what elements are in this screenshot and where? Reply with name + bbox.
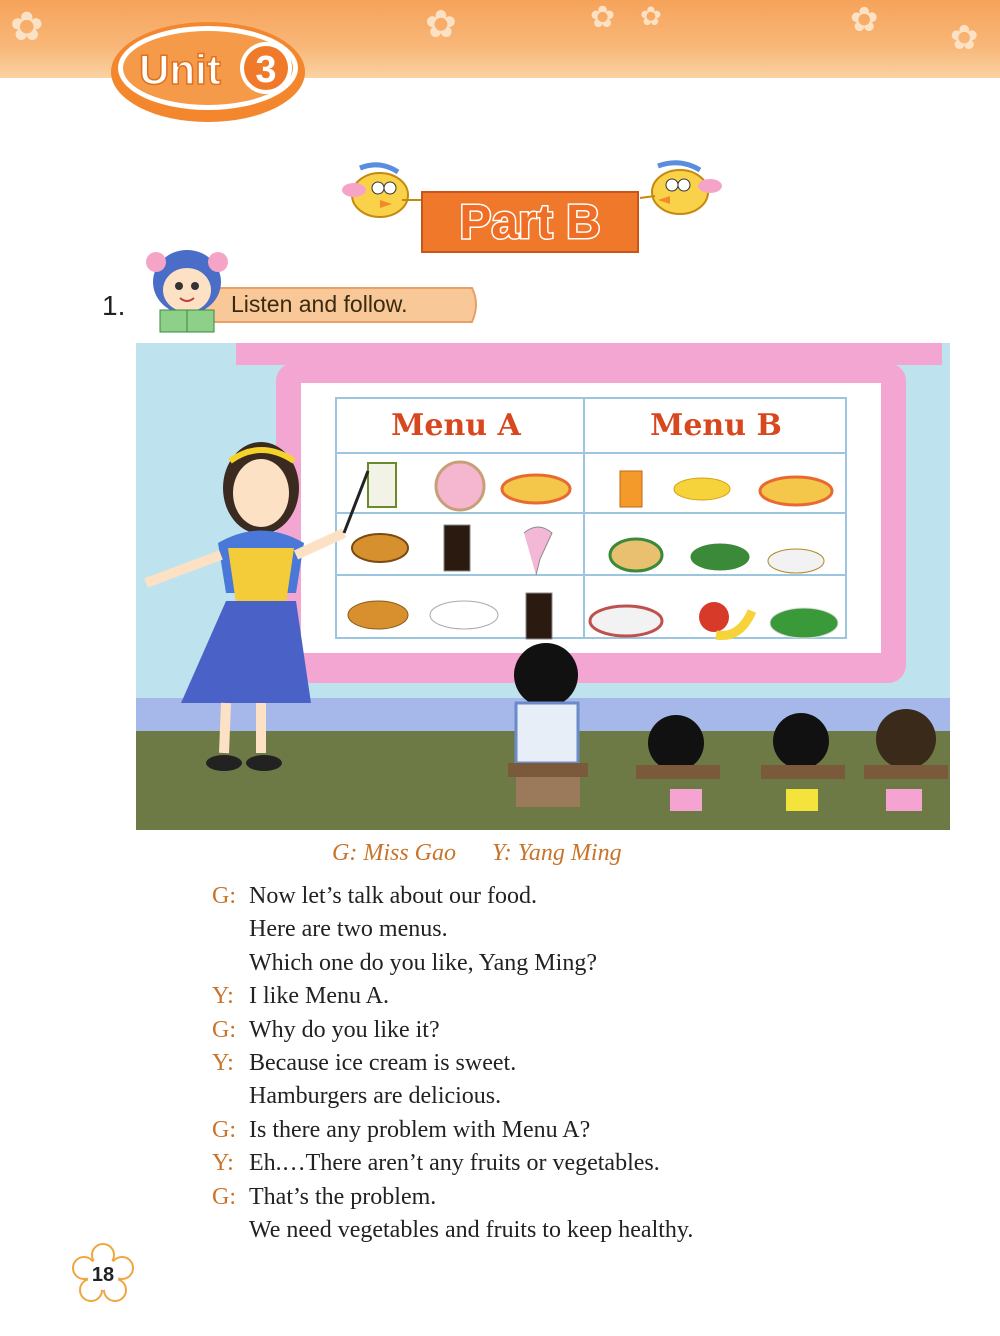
exercise-banner — [142, 240, 482, 340]
flower-icon: ✿ — [10, 4, 44, 50]
cake-icon — [436, 462, 484, 510]
role-g: G: Miss Gao — [332, 840, 456, 866]
hot-dogs-icon — [430, 601, 498, 629]
dialogue-text: Which one do you like, Yang Ming? — [249, 949, 597, 976]
dialogue-line — [212, 1147, 693, 1180]
dialogue — [212, 880, 693, 1247]
dumplings-icon — [590, 606, 662, 636]
exercise-instruction: Listen and follow. — [231, 291, 408, 317]
dialogue-text: We need vegetables and fruits to keep healthy. — [249, 1216, 694, 1243]
speaker-label: G: — [212, 1183, 236, 1210]
dialogue-text: Hamburgers are delicious. — [249, 1083, 502, 1110]
speaker-label: G: — [212, 1016, 236, 1043]
role-y: Y: Yang Ming — [492, 840, 622, 866]
dialogue-line — [212, 1014, 693, 1047]
cola-icon — [526, 593, 552, 639]
omelette-icon — [502, 475, 570, 503]
hamburger-icon — [352, 534, 408, 562]
dialogue-text: Why do you like it? — [249, 1016, 440, 1043]
cola-icon — [444, 525, 470, 571]
speaker-label: Y: — [212, 1049, 234, 1076]
page-number: 18 — [91, 1264, 115, 1286]
flower-icon: ✿ — [850, 0, 879, 40]
speaker-label: Y: — [212, 983, 234, 1010]
orange-juice-icon — [620, 471, 642, 507]
omelette-icon — [760, 477, 832, 505]
dialogue-text: I like Menu A. — [249, 983, 389, 1010]
speaker-label: G: — [212, 883, 236, 909]
dialogue-line — [212, 1080, 693, 1113]
page-number-badge — [72, 1243, 134, 1303]
chicken-legs-icon — [348, 601, 408, 629]
speaker-label: G: — [212, 1116, 236, 1143]
dialogue-line — [212, 880, 693, 913]
flower-icon: ✿ — [590, 0, 616, 35]
menu-a-foods — [348, 462, 570, 639]
dialogue-text: Because ice cream is sweet. — [249, 1049, 517, 1076]
fish-icon — [768, 549, 824, 573]
flower-icon: ✿ — [950, 18, 979, 58]
vegetables-icon — [770, 608, 838, 638]
flower-icon: ✿ — [640, 2, 662, 32]
unit-label: Unit — [139, 46, 221, 93]
dialogue-text: Now let’s talk about our food. — [249, 883, 537, 909]
unit-badge — [108, 18, 308, 126]
dialogue-line — [212, 913, 693, 946]
dialogue-text: That’s the problem. — [249, 1183, 437, 1210]
dialogue-line — [212, 980, 693, 1013]
salad-icon — [690, 543, 750, 571]
menu-b-title: Menu B — [650, 408, 782, 443]
bird-icon — [342, 165, 408, 217]
dialogue-text: Is there any problem with Menu A? — [249, 1116, 591, 1143]
dialogue-line — [212, 1114, 693, 1147]
menu-b-foods — [590, 471, 838, 638]
dialogue-line — [212, 1214, 693, 1247]
dialogue-line — [212, 947, 693, 980]
menu-a-title: Menu A — [391, 408, 521, 443]
flower-icon: ✿ — [425, 2, 457, 46]
bird-icon — [652, 163, 722, 214]
speaker-label: Y: — [212, 1150, 234, 1177]
classroom-illustration — [136, 343, 950, 830]
unit-number: 3 — [255, 49, 277, 91]
dialogue-line — [212, 1047, 693, 1080]
dialogue-text: Here are two menus. — [249, 916, 448, 943]
part-title: Part B — [459, 196, 601, 249]
role-key — [332, 840, 652, 867]
corn-icon — [674, 478, 730, 500]
milk-icon — [368, 463, 396, 507]
dialogue-text: Eh.…There aren’t any fruits or vegetables. — [249, 1150, 660, 1177]
apple-icon — [699, 602, 729, 632]
dialogue-line — [212, 1181, 693, 1214]
exercise-number: 1. — [102, 290, 126, 321]
noodles-icon — [610, 539, 662, 571]
